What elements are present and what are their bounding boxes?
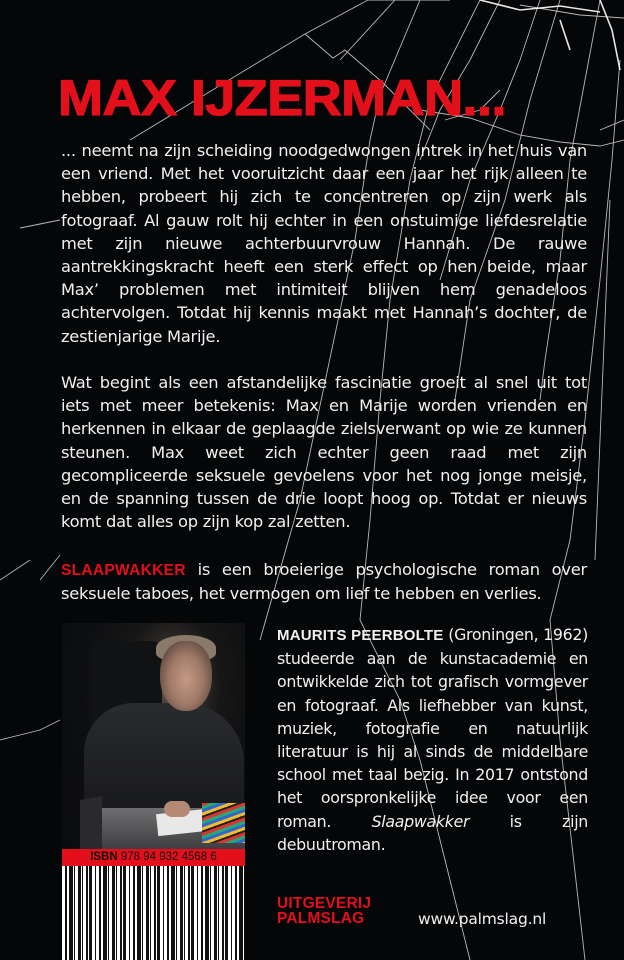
figure-head-shape — [160, 641, 212, 711]
laptop-shape — [80, 796, 102, 849]
publisher-logo — [277, 896, 371, 926]
blurb-paragraph-2: Wat begint als een afstandelijke fascinatie groeit al snel uit tot iets met meer betekenis: Max en Marije worden vrienden en herkennen in elkaar de geplaagde zielsverwant op wie ze kunnen steunen. Max weet zich echter geen raad met zijn gecompliceerde seksuele gevoelens voor het nog jonge meisje, en de spanning tussen de drie loopt hoog op. Totdat er nieuws komt dat alles op zijn kop zal zetten. — [61, 373, 587, 532]
book-title-highlight: SLAAPWAKKER — [61, 562, 186, 579]
author-bio — [277, 623, 588, 856]
hand-shape — [164, 801, 190, 817]
publisher-line-2: PALMSLAG — [277, 910, 365, 927]
isbn-prefix: ISBN — [90, 851, 118, 863]
author-photo — [62, 623, 245, 849]
isbn-label — [62, 849, 245, 866]
headline-title: MAX IJZERMAN... — [58, 70, 506, 126]
tagline-text: is een broeierige psychologische roman over seksuele taboes, het vermogen om lief te hebben en verlies. — [61, 560, 587, 604]
markers-shape — [202, 803, 245, 843]
author-bio-text-1: (Groningen, 1962) studeerde aan de kunstacademie en ontwikkelde zich tot grafisch vormgever en fotograaf. Als liefhebber van kunst, muziek, fotografie en natuurlijk literatuur is hij al sinds de middelbare school met taal bezig. In 2017 ontstond het oorspronkelijke idee voor een roman. — [277, 625, 588, 831]
publisher-line-1: UITGEVERIJ — [277, 895, 372, 912]
publisher-website: www.palmslag.nl — [418, 910, 547, 928]
blurb-paragraph-1: ... neemt na zijn scheiding noodgedwongen intrek in het huis van een vriend. Met het vooruitzicht daar een jaar het rijk alleen te hebben, probeert hij zich te concentreren op zijn werk als fotograaf. Al gauw rolt hij echter in een onstuimige liefdesrelatie met zijn nieuwe achterbuurvrouw Hannah. De rauwe aantrekkingskracht heeft een sterk effect op hen beide, maar Max’ problemen met intimiteit blijven hem genadeloos achtervolgen. Totdat hij kennis maakt met Hannah’s dochter, de zestienjarige Marije. — [61, 141, 587, 346]
author-name: MAURITS PEERBOLTE — [277, 627, 444, 644]
book-title-italic: Slaapwakker — [371, 811, 470, 831]
barcode — [62, 866, 245, 960]
isbn-number: 978 94 932 4568 6 — [117, 851, 217, 863]
author-bio-text-2: is zijn debuutroman. — [277, 811, 589, 854]
blurb-tagline — [61, 558, 587, 605]
